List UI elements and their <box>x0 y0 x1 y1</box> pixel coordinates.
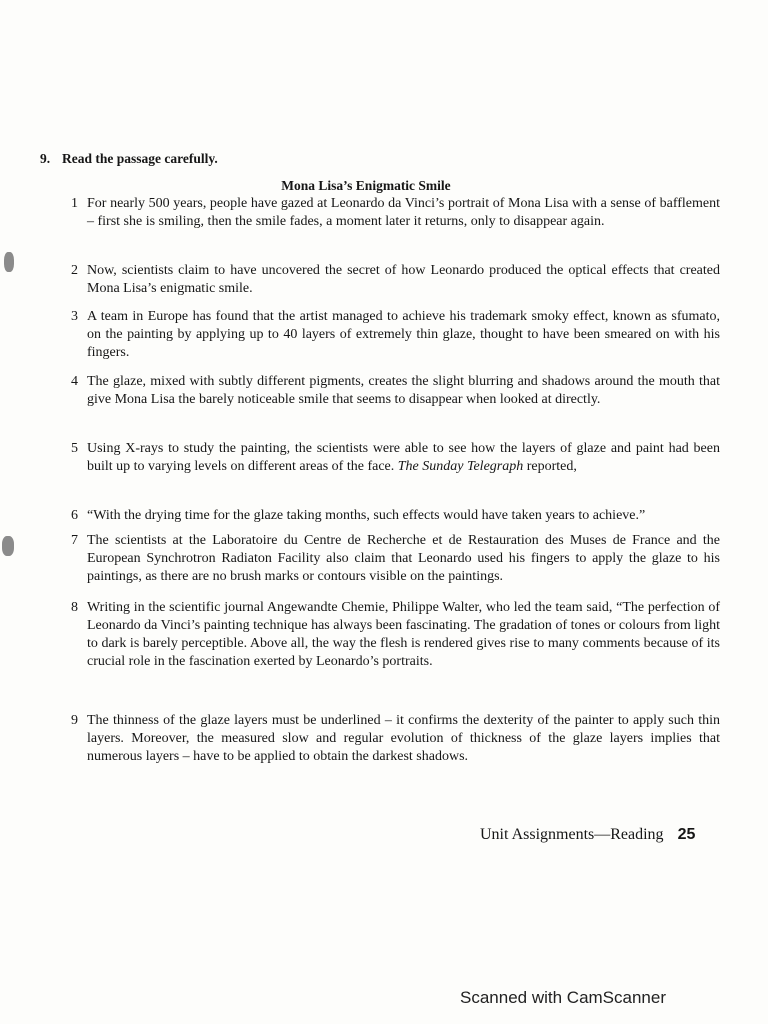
footer-section-title: Unit Assignments—Reading <box>480 826 664 843</box>
paragraph-text: “With the drying time for the glaze taking months, such effects would have taken years to achieve.” <box>87 508 646 523</box>
paragraph-9 <box>60 712 720 766</box>
paragraph-number: 1 <box>71 196 78 211</box>
paragraph-4 <box>60 373 720 409</box>
paragraph-text <box>87 440 720 476</box>
paragraph-8 <box>60 599 720 671</box>
paragraph-7 <box>60 532 720 586</box>
paragraph-text: The scientists at the Laboratoire du Centre de Recherche et de Restauration des Muses de France and the European Synchrotron Radiaton Facility also claim that Leonardo used his fingers to apply the glaze to his paintings, as there are no brush marks or contours visible on the paintings. <box>87 533 720 584</box>
newspaper-name: The Sunday Telegraph <box>397 459 524 474</box>
paragraph-1 <box>60 195 720 231</box>
paragraph-text: The thinness of the glaze layers must be underlined – it confirms the dexterity of the painter to apply such thin layers. Moreover, the measured slow and regular evolution of thickness of the glaze layers implies that numerous layers – have to be applied to obtain the darkest shadows. <box>87 713 720 764</box>
scanner-watermark: Scanned with CamScanner <box>460 988 667 1007</box>
scan-mark-left-bottom <box>2 536 14 556</box>
paragraph-3 <box>60 308 720 362</box>
page-footer <box>480 826 695 844</box>
paragraph-number: 5 <box>71 441 78 456</box>
paragraph-text: Now, scientists claim to have uncovered the secret of how Leonardo produced the optical effects that created Mona Lisa’s enigmatic smile. <box>87 263 720 296</box>
paragraph-number: 7 <box>71 533 78 548</box>
paragraph-2 <box>60 262 720 298</box>
passage-title: Mona Lisa’s Enigmatic Smile <box>281 178 451 193</box>
paragraph-number: 2 <box>71 263 78 278</box>
page-number: 25 <box>677 826 696 843</box>
question-heading <box>40 151 218 167</box>
paragraph-number: 6 <box>71 508 78 523</box>
question-instruction: Read the passage carefully. <box>62 151 218 166</box>
paragraph-text: The glaze, mixed with subtly different pigments, creates the slight blurring and shadows around the mouth that give Mona Lisa the barely noticeable smile that seems to disappear when looked at directly. <box>87 374 720 407</box>
paragraph-number: 9 <box>71 713 78 728</box>
paragraph-text-end: reported, <box>526 459 577 474</box>
scan-mark-left-top <box>4 252 14 272</box>
paragraph-text: A team in Europe has found that the artist managed to achieve his trademark smoky effect, known as sfumato, on the painting by applying up to 40 layers of extremely thin glaze, thought to have been smeared on with his fingers. <box>87 309 720 360</box>
paragraph-text: Writing in the scientific journal Angewandte Chemie, Philippe Walter, who led the team said, “The perfection of Leonardo da Vinci’s painting technique has always been fascinating. The gradation of tones or colours from light to dark is barely perceptible. Above all, the way the flesh is rendered gives rise to many comments because of its crucial role in the fascination exerted by Leonardo’s portraits. <box>87 600 720 669</box>
paragraph-number: 4 <box>71 374 78 389</box>
paragraph-5 <box>60 440 720 476</box>
paragraph-text-start: Using X-rays to study the painting, the scientists were able to see how the layers of glaze and paint had been built up to varying levels on different areas of the face. <box>87 441 720 474</box>
paragraph-number: 3 <box>71 309 78 324</box>
paragraph-text: For nearly 500 years, people have gazed at Leonardo da Vinci’s portrait of Mona Lisa with a sense of bafflement – first she is smiling, then the smile fades, a moment later it returns, only to disappear again. <box>87 196 720 229</box>
paragraph-number: 8 <box>71 600 78 615</box>
question-number: 9. <box>40 151 51 166</box>
paragraph-6 <box>60 507 720 525</box>
